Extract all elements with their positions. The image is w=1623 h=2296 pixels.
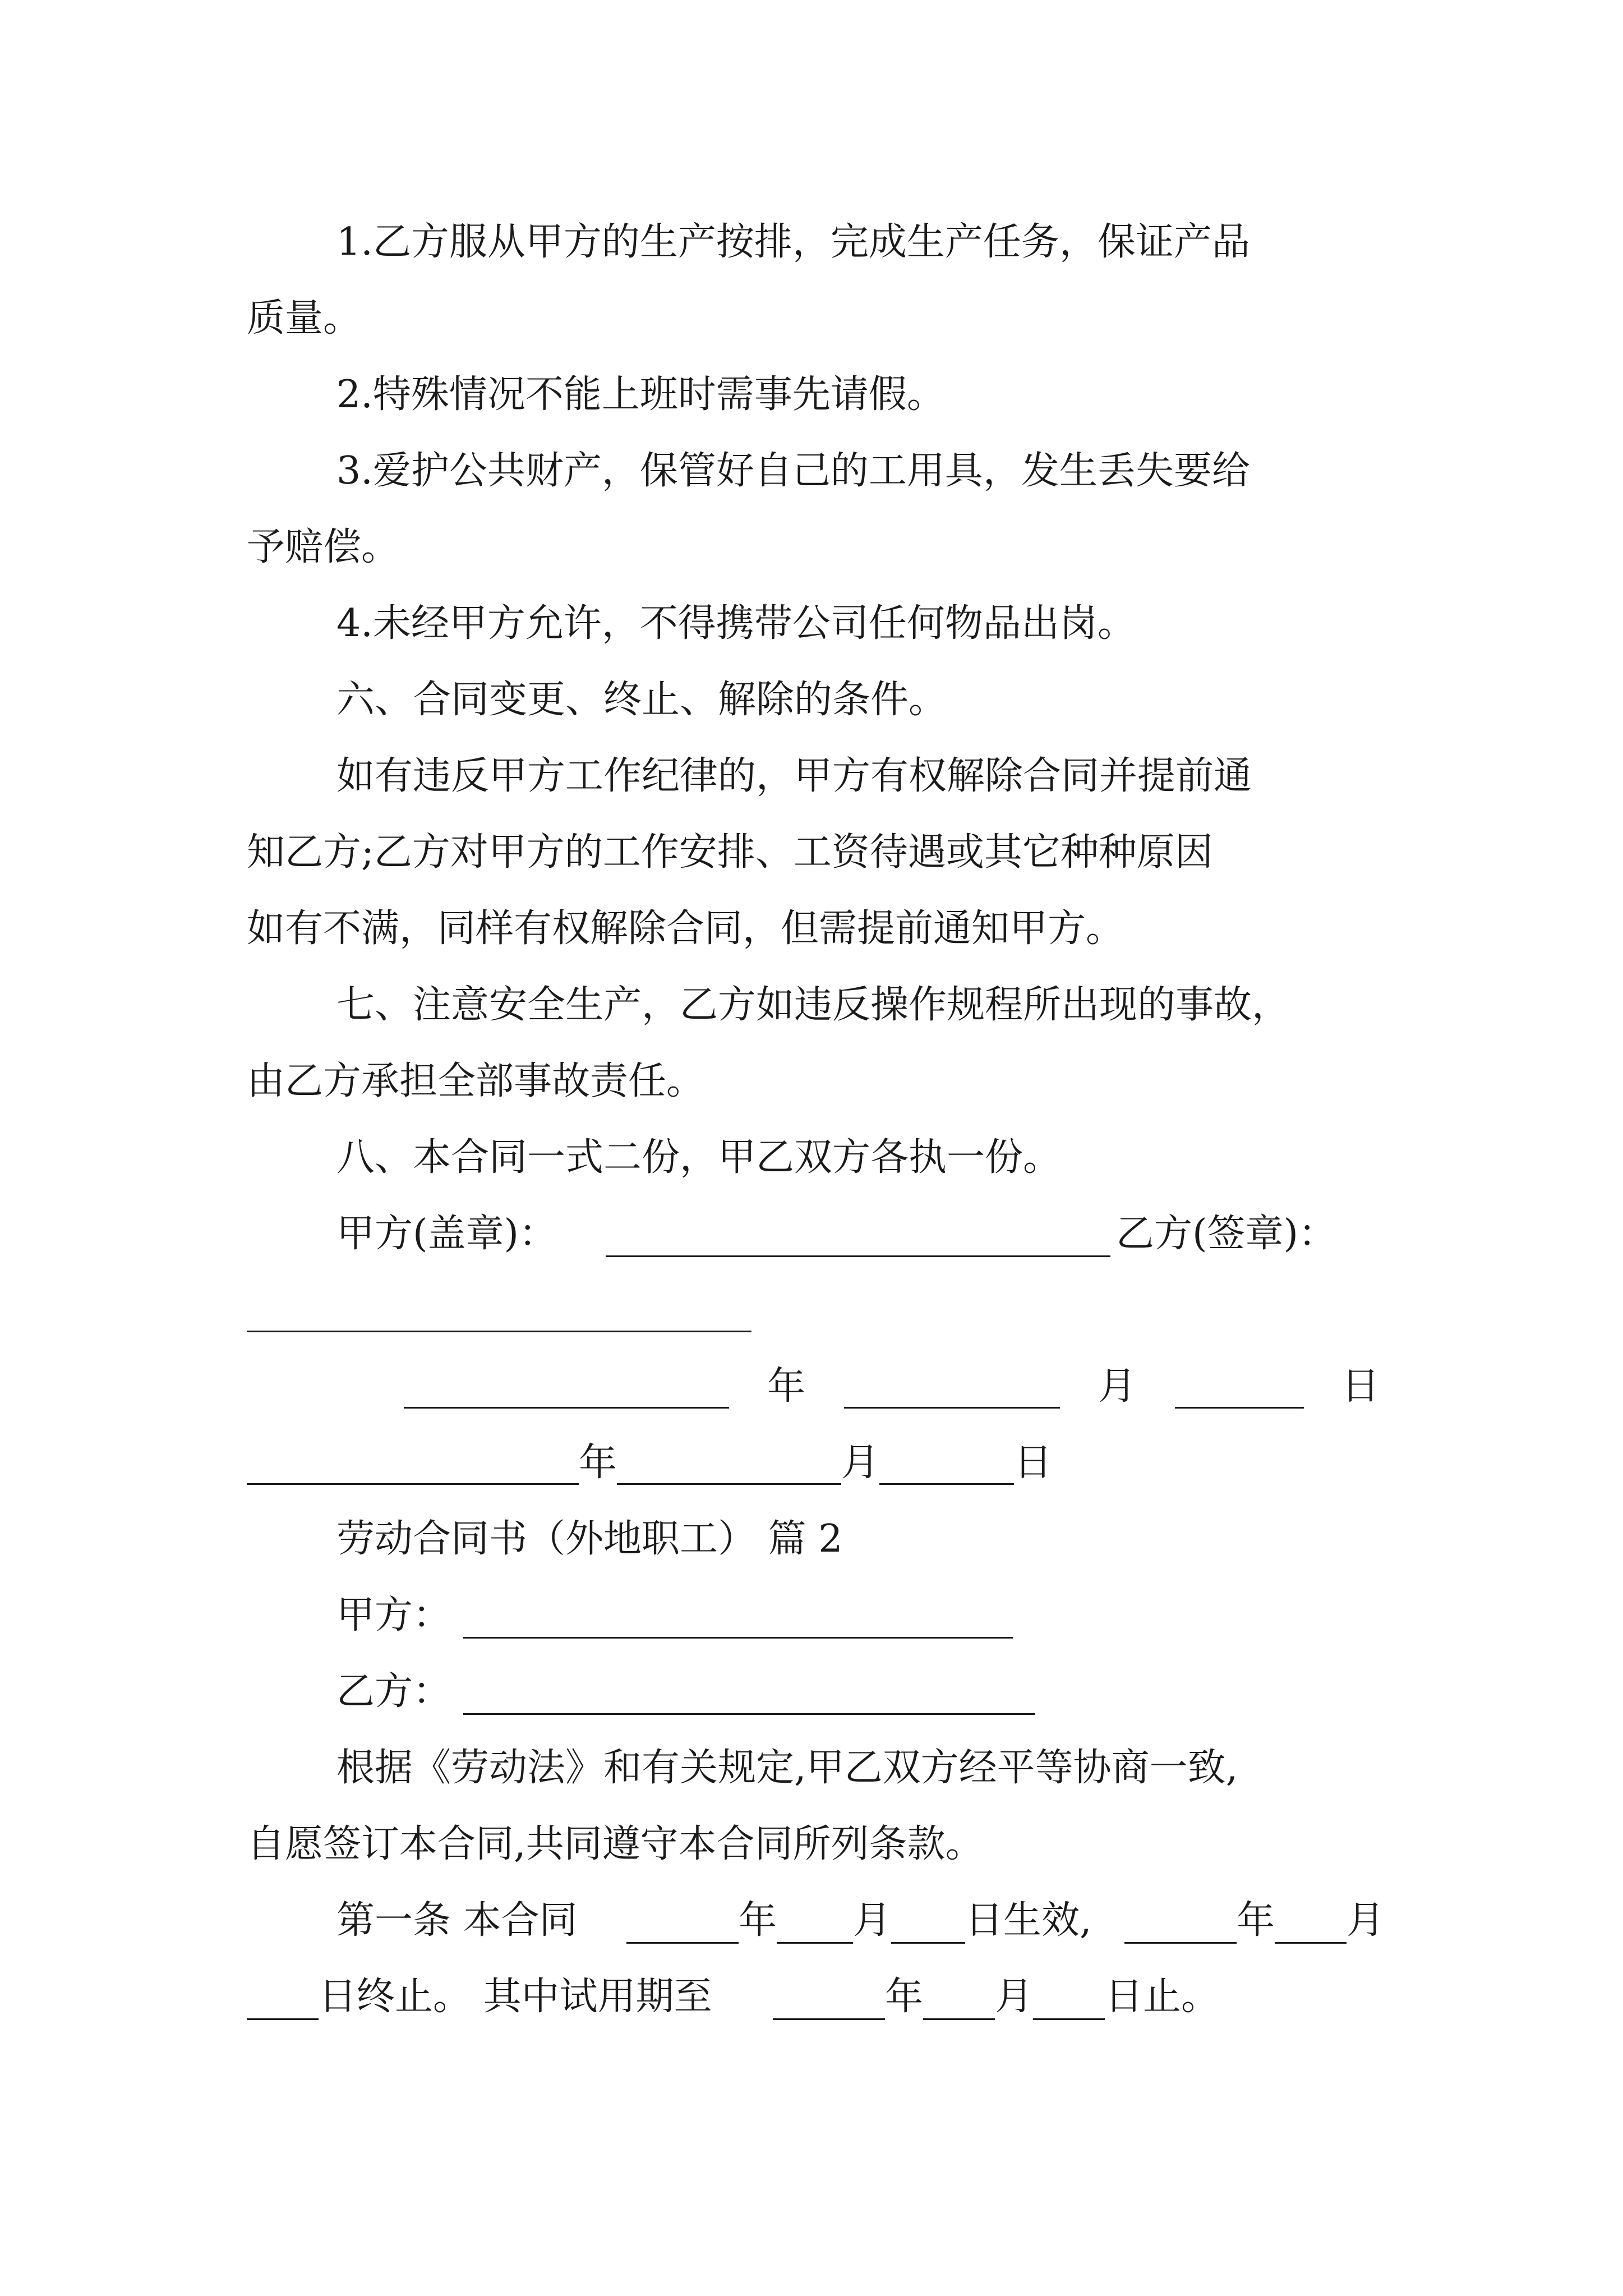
clause-2: 2.特殊情况不能上班时需事先请假。 [336, 372, 945, 417]
date-2-year-blank[interactable] [247, 1483, 579, 1485]
date-1-year-blank[interactable] [404, 1407, 729, 1409]
date-2-year-label: 年 [579, 1441, 617, 1485]
party-a-seal-label: 甲方(盖章)： [336, 1212, 557, 1256]
date-1-month-label: 月 [1098, 1364, 1137, 1409]
party-b-sign-blank[interactable] [247, 1331, 751, 1332]
article-1-end-day-blank[interactable] [247, 2018, 319, 2020]
article-1-end-year-blank[interactable] [1124, 1942, 1237, 1944]
party-b-sign-label: 乙方(签章)： [1116, 1212, 1337, 1256]
date-1-month-blank[interactable] [844, 1407, 1060, 1409]
article-1-until: 日止。 [1105, 1975, 1220, 2019]
clause-1-line-1: 1.乙方服从甲方的生产按排，完成生产任务，保证产品 [336, 220, 1250, 264]
contract-2-title: 劳动合同书（外地职工） 篇 2 [336, 1517, 843, 1561]
contract-2-party-a-blank[interactable] [463, 1637, 1013, 1639]
clause-1-line-2: 质量。 [247, 296, 362, 341]
contract-2-intro-line-2: 自愿签订本合同,共同遵守本合同所列条款。 [247, 1822, 984, 1866]
article-1-probation-month-label: 月 [995, 1975, 1034, 2019]
contract-2-intro-line-1: 根据《劳动法》和有关规定,甲乙双方经平等协商一致, [336, 1746, 1238, 1790]
article-1-label: 第一条 本合同 [336, 1898, 578, 1943]
article-1-end-month-label: 月 [1347, 1898, 1385, 1943]
clause-3-line-1: 3.爱护公共财产，保管好自己的工用具，发生丢失要给 [336, 449, 1250, 493]
date-2-month-label: 月 [841, 1441, 880, 1485]
section-6-line-2: 知乙方;乙方对甲方的工作安排、工资待遇或其它种种原因 [247, 830, 1213, 875]
date-1-day-blank[interactable] [1175, 1407, 1304, 1409]
article-1-probation-year-label: 年 [885, 1975, 924, 2019]
contract-2-party-b-label: 乙方： [336, 1669, 451, 1714]
section-7-line-1: 七、注意安全生产，乙方如违反操作规程所出现的事故， [336, 983, 1290, 1027]
article-1-probation-month-blank[interactable] [923, 2018, 995, 2020]
article-1-probation-year-blank[interactable] [773, 2018, 885, 2020]
section-8: 八、本合同一式二份，甲乙双方各执一份。 [336, 1135, 1062, 1180]
article-1-probation-day-blank[interactable] [1033, 2018, 1105, 2020]
date-1-day-label: 日 [1341, 1364, 1380, 1409]
article-1-start-day-blank[interactable] [891, 1942, 965, 1944]
party-a-seal-blank[interactable] [606, 1255, 1110, 1257]
section-6-line-1: 如有违反甲方工作纪律的，甲方有权解除合同并提前通 [336, 754, 1252, 798]
section-6-heading: 六、合同变更、终止、解除的条件。 [336, 678, 947, 722]
date-2-day-blank[interactable] [879, 1483, 1014, 1485]
article-1-start-year-label: 年 [739, 1898, 777, 1943]
clause-3-line-2: 予赔偿。 [247, 525, 400, 569]
article-1-start-month-label: 月 [853, 1898, 892, 1943]
article-1-end-year-label: 年 [1237, 1898, 1275, 1943]
date-2-month-blank[interactable] [617, 1483, 841, 1485]
clause-4: 4.未经甲方允许，不得携带公司任何物品出岗。 [336, 601, 1136, 646]
contract-2-party-a-label: 甲方： [336, 1593, 451, 1637]
contract-2-party-b-blank[interactable] [463, 1713, 1035, 1715]
article-1-start-month-blank[interactable] [777, 1942, 853, 1944]
article-1-effective: 日生效, [965, 1898, 1092, 1943]
date-2-day-label: 日 [1014, 1441, 1053, 1485]
article-1-start-year-blank[interactable] [626, 1942, 739, 1944]
section-6-line-3: 如有不满，同样有权解除合同，但需提前通知甲方。 [247, 907, 1124, 951]
date-1-year-label: 年 [767, 1364, 806, 1409]
section-7-line-2: 由乙方承担全部事故责任。 [247, 1059, 705, 1103]
article-1-end-text: 日终止。 其中试用期至 [319, 1975, 712, 2019]
article-1-end-month-blank[interactable] [1275, 1942, 1347, 1944]
